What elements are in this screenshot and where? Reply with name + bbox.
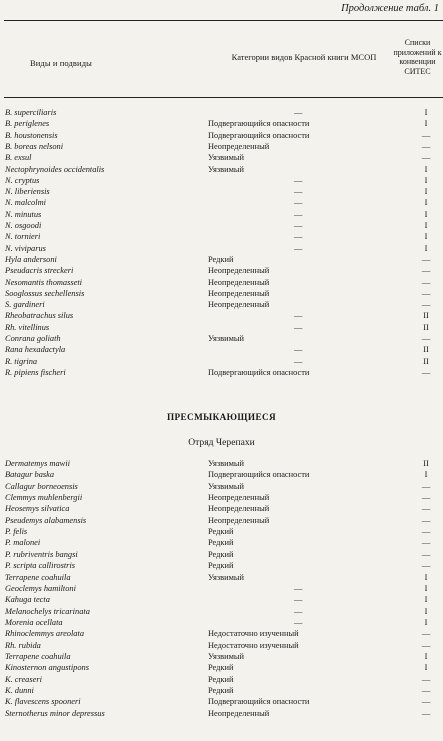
table-row xyxy=(0,243,443,254)
species-name: B. boreas nelsoni xyxy=(5,141,64,151)
species-name: N. osgoodi xyxy=(5,221,42,230)
species-name: Kahuga tecta xyxy=(5,595,50,605)
cites-value: — xyxy=(421,515,431,525)
column-header-cites: Списки приложений к конвенции СИТЕС xyxy=(393,38,442,76)
species-name: N. malcolmi xyxy=(5,198,46,208)
table-row xyxy=(0,118,443,129)
category-value: Неопределенный xyxy=(208,277,270,287)
species-name: N. minutus xyxy=(5,209,42,219)
species-name: P. rubriventris bangsi xyxy=(5,549,78,559)
table-row xyxy=(0,662,443,673)
species-name: B. superciliaris xyxy=(5,108,57,117)
table-row xyxy=(0,367,443,378)
species-name: Conrana goliath xyxy=(5,334,61,343)
category-value: — xyxy=(294,617,303,627)
table-row xyxy=(0,107,443,118)
cites-value: I xyxy=(424,243,428,253)
table-row xyxy=(0,322,443,333)
species-name: K. dunni xyxy=(5,686,34,695)
category-value: Редкий xyxy=(208,538,234,548)
species-name: Melanochelys tricarinata xyxy=(5,606,90,616)
category-value: Уязвимый xyxy=(208,334,244,343)
cites-value: — xyxy=(421,640,431,650)
cites-value: II xyxy=(423,345,429,355)
table-row xyxy=(0,583,443,594)
species-name: Sooglossus sechellensis xyxy=(5,288,85,298)
cites-value: II xyxy=(423,459,429,468)
cites-value: I xyxy=(424,617,428,627)
category-value: — xyxy=(294,187,303,197)
species-name: P. felis xyxy=(5,527,28,537)
table-row xyxy=(0,265,443,276)
category-value: — xyxy=(294,345,303,355)
table-row xyxy=(0,560,443,571)
category-value: — xyxy=(294,108,303,117)
cites-value: — xyxy=(421,504,431,514)
species-name: Pseudacris streckeri xyxy=(5,266,74,276)
category-value: Уязвимый xyxy=(208,164,244,174)
cites-value: — xyxy=(421,153,431,163)
cites-value: — xyxy=(421,277,431,287)
species-name: Rhinoclemmys areolata xyxy=(5,629,85,639)
category-value: Неопределенный xyxy=(208,708,270,718)
species-name: P. malonei xyxy=(5,538,41,548)
category-value: Неопределенный xyxy=(208,266,270,276)
cites-value: I xyxy=(424,108,428,117)
cites-value: — xyxy=(421,300,431,310)
category-value: — xyxy=(294,356,303,366)
species-name: Terrapene coahuila xyxy=(5,572,71,582)
table-row xyxy=(0,685,443,696)
species-name: Pseudemys alabamensis xyxy=(5,515,87,525)
table-row xyxy=(0,651,443,662)
cites-value: — xyxy=(421,708,431,718)
header-rule xyxy=(4,97,443,98)
species-name: N. viviparus xyxy=(5,243,46,253)
cites-value: I xyxy=(424,663,428,673)
top-rule xyxy=(4,20,443,21)
cites-value: I xyxy=(424,470,428,480)
category-value: Уязвимый xyxy=(208,481,244,491)
table-row xyxy=(0,503,443,514)
cites-value: — xyxy=(421,697,431,707)
category-value: Неопределенный xyxy=(208,288,270,298)
cites-value: — xyxy=(421,629,431,639)
table-row xyxy=(0,708,443,719)
cites-value: — xyxy=(421,367,431,377)
category-value: Недостаточно изученный xyxy=(208,629,299,639)
table-row xyxy=(0,492,443,503)
table-row xyxy=(0,617,443,628)
category-value: Редкий xyxy=(208,549,234,559)
table-row xyxy=(0,537,443,548)
category-value: Подвергающийся опасности xyxy=(208,697,310,707)
order-title: Отряд Черепахи xyxy=(188,437,255,448)
table-row xyxy=(0,209,443,220)
category-value: Подвергающийся опасности xyxy=(208,470,310,480)
category-value: — xyxy=(294,606,303,616)
cites-value: — xyxy=(421,493,431,503)
category-value: Неопределенный xyxy=(208,493,270,503)
category-value: Подвергающийся опасности xyxy=(208,119,310,129)
category-value: — xyxy=(294,198,303,208)
category-value: Уязвимый xyxy=(208,572,244,582)
table-row xyxy=(0,674,443,685)
species-name: Nectophrynoides occidentalis xyxy=(5,164,105,174)
category-value: Подвергающийся опасности xyxy=(208,367,310,377)
category-value: Неопределенный xyxy=(208,515,270,525)
table-row xyxy=(0,299,443,310)
species-name: Terrapene coahuila xyxy=(5,651,71,661)
species-name: Geoclemys hamiltoni xyxy=(5,583,76,593)
table-row xyxy=(0,458,443,469)
category-value: Подвергающийся опасности xyxy=(208,130,310,140)
category-value: — xyxy=(294,595,303,605)
species-name: R. tigrina xyxy=(5,356,38,366)
category-value: Неопределенный xyxy=(208,300,270,310)
species-name: N. liberiensis xyxy=(5,187,50,197)
category-value: Недостаточно изученный xyxy=(208,640,299,650)
category-value: Неопределенный xyxy=(208,504,270,514)
species-name: Rh. rubida xyxy=(5,640,41,650)
species-name: Hyla andersoni xyxy=(5,254,57,264)
category-value: Редкий xyxy=(208,686,234,695)
category-value: — xyxy=(294,232,303,242)
table-row xyxy=(0,220,443,231)
cites-value: I xyxy=(424,198,428,208)
cites-value: — xyxy=(421,527,431,537)
category-value: — xyxy=(294,209,303,219)
table-row xyxy=(0,594,443,605)
species-name: Batagur baska xyxy=(5,470,55,480)
species-name: Clemmys muhlenbergii xyxy=(5,493,83,503)
cites-value: — xyxy=(421,130,431,140)
table-row xyxy=(0,515,443,526)
category-value: Редкий xyxy=(208,561,234,571)
cites-value: I xyxy=(424,606,428,616)
column-header-species: Виды и подвиды xyxy=(30,58,92,68)
cites-value: — xyxy=(421,254,431,264)
cites-value: — xyxy=(421,538,431,548)
category-value: Уязвимый xyxy=(208,459,244,468)
category-value: Уязвимый xyxy=(208,153,244,163)
category-value: — xyxy=(294,311,303,321)
species-name: K. flavescens spooneri xyxy=(5,697,81,707)
cites-value: — xyxy=(421,674,431,684)
cites-value: II xyxy=(423,311,429,321)
cites-value: — xyxy=(421,561,431,571)
cites-value: — xyxy=(421,266,431,276)
table-row xyxy=(0,572,443,583)
species-name: Rheobatrachus silus xyxy=(5,311,74,321)
table-row xyxy=(0,130,443,141)
table-row xyxy=(0,640,443,651)
cites-value: I xyxy=(424,164,428,174)
cites-value: — xyxy=(421,288,431,298)
cites-value: I xyxy=(424,209,428,219)
species-name: R. pipiens fischeri xyxy=(5,367,66,377)
table-row xyxy=(0,152,443,163)
category-value: Редкий xyxy=(208,674,234,684)
species-name: Kinosternon angustipons xyxy=(5,663,89,673)
category-value: — xyxy=(294,175,303,185)
cites-value: I xyxy=(424,221,428,230)
species-name: Heosemys silvatica xyxy=(5,504,70,514)
table-row xyxy=(0,526,443,537)
species-name: Morenia ocellata xyxy=(5,617,63,627)
species-name: N. cryptus xyxy=(5,175,40,185)
category-value: Уязвимый xyxy=(208,651,244,661)
table-row xyxy=(0,197,443,208)
table-row xyxy=(0,606,443,617)
species-name: Sternotherus minor depressus xyxy=(5,708,105,718)
table-row xyxy=(0,356,443,367)
cites-value: I xyxy=(424,175,428,185)
category-value: Редкий xyxy=(208,527,234,537)
cites-value: — xyxy=(421,141,431,151)
species-name: B. exsul xyxy=(5,153,32,163)
species-name: P. scripta callirostris xyxy=(5,561,76,571)
species-name: Nesomantis thomasseti xyxy=(5,277,83,287)
column-header-categories: Категории видов Красной книги МСОП xyxy=(231,52,377,62)
table-row xyxy=(0,628,443,639)
cites-value: II xyxy=(423,322,429,332)
species-name: B. periglenes xyxy=(5,119,50,129)
cites-value: I xyxy=(424,572,428,582)
category-value: Редкий xyxy=(208,254,234,264)
table-row xyxy=(0,186,443,197)
cites-value: I xyxy=(424,595,428,605)
species-name: K. creaseri xyxy=(5,674,42,684)
species-name: B. houstonensis xyxy=(5,130,58,140)
category-value: — xyxy=(294,221,303,230)
species-name: S. gardineri xyxy=(5,300,45,310)
species-name: N. tornieri xyxy=(5,232,41,242)
category-value: — xyxy=(294,243,303,253)
table-row xyxy=(0,231,443,242)
table-row xyxy=(0,254,443,265)
table-row xyxy=(0,344,443,355)
table-row xyxy=(0,333,443,344)
cites-value: — xyxy=(421,334,431,343)
cites-value: — xyxy=(421,481,431,491)
table-row xyxy=(0,481,443,492)
table-row xyxy=(0,175,443,186)
cites-value: I xyxy=(424,583,428,593)
section-title: ПРЕСМЫКАЮЩИЕСЯ xyxy=(166,412,277,422)
cites-value: II xyxy=(423,356,429,366)
table-row xyxy=(0,164,443,175)
table-row xyxy=(0,277,443,288)
continuation-caption: Продолжение табл. 1 xyxy=(341,3,439,14)
cites-value: I xyxy=(424,651,428,661)
species-name: Callagur borneoensis xyxy=(5,481,78,491)
cites-value: I xyxy=(424,119,428,129)
category-value: Редкий xyxy=(208,663,234,673)
cites-value: I xyxy=(424,232,428,242)
species-name: Rh. vitellinus xyxy=(5,322,50,332)
category-value: Неопределенный xyxy=(208,141,270,151)
table-row xyxy=(0,141,443,152)
species-name: Rana hexadactyla xyxy=(5,345,66,355)
category-value: — xyxy=(294,322,303,332)
species-name: Dermatemys mawii xyxy=(5,459,70,468)
category-value: — xyxy=(294,583,303,593)
table-row xyxy=(0,310,443,321)
table-row xyxy=(0,469,443,480)
table-row xyxy=(0,549,443,560)
table-row xyxy=(0,288,443,299)
cites-value: — xyxy=(421,686,431,695)
cites-value: I xyxy=(424,187,428,197)
cites-value: — xyxy=(421,549,431,559)
table-row xyxy=(0,696,443,707)
